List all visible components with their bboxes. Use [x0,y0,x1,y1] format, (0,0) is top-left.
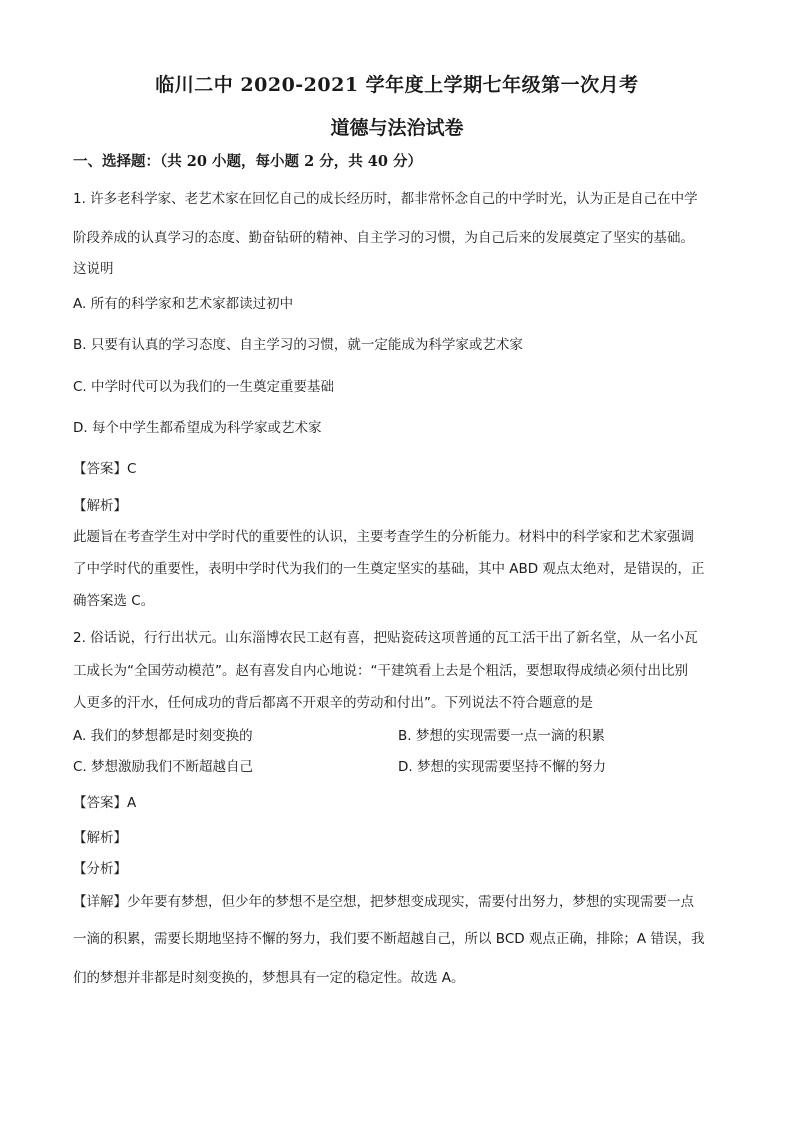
q2-answer: 【答案】A [73,795,137,811]
section-heading: 一、选择题：（共 20 小题，每小题 2 分，共 40 分） [73,153,422,170]
q1-analysis-line-3: 确答案选 C。 [73,593,155,609]
q1-option-a: A. 所有的科学家和艺术家都读过初中 [73,296,294,312]
q2-stem-line-2: 工成长为“全国劳动模范”。赵有喜发自内心地说：“干建筑看上去是个粗活，要想取得成绩必须付出比别 [73,663,688,679]
q1-analysis-line-1: 此题旨在考查学生对中学时代的重要性的认识，主要考查学生的分析能力。材料中的科学家和艺术家强调 [73,529,694,545]
q2-detail-line-2: 一滴的积累，需要长期地坚持不懈的努力，我们要不断超越自己，所以 BCD 观点正确，排除；A 错误，我 [73,931,705,947]
q1-analysis-line-2: 了中学时代的重要性，表明中学时代为我们的一生奠定坚实的基础，其中 ABD 观点太绝对，是错误的，正 [73,561,705,577]
q2-fenxi-label: 【分析】 [73,861,127,877]
q2-detail-line-1: 【详解】少年要有梦想，但少年的梦想不是空想，把梦想变成现实，需要付出努力，梦想的实现需要一点 [73,894,694,910]
exam-subtitle: 道德与法治试卷 [330,117,464,139]
q1-stem-line-2: 阶段养成的认真学习的态度、勤奋钻研的精神、自主学习的习惯，为自己后来的发展奠定了坚实的基础。 [73,230,694,246]
q1-option-c: C. 中学时代可以为我们的一生奠定重要基础 [73,379,335,395]
q1-stem-line-1: 1. 许多老科学家、老艺术家在回忆自己的成长经历时，都非常怀念自己的中学时光，认为正是自己在中学 [73,191,698,207]
q1-answer: 【答案】C [73,461,137,477]
q2-stem-line-3: 人更多的汗水，任何成功的背后都离不开艰辛的劳动和付出”。下列说法不符合题意的是 [73,695,593,711]
q2-option-c: C. 梦想激励我们不断超越自己 [73,759,254,775]
q2-option-d: D. 梦想的实现需要坚持不懈的努力 [398,759,606,775]
q2-option-a: A. 我们的梦想都是时刻变换的 [73,728,253,744]
exam-title: 临川二中 2020-2021 学年度上学期七年级第一次月考 [155,74,639,96]
q2-stem-line-1: 2. 俗话说，行行出状元。山东淄博农民工赵有喜，把贴瓷砖这项普通的瓦工活干出了新名堂，从一名小瓦 [73,630,698,646]
q1-analysis-label: 【解析】 [73,498,127,514]
q2-detail-line-3: 们的梦想并非都是时刻变换的，梦想具有一定的稳定性。故选 A。 [73,970,465,986]
q2-option-b: B. 梦想的实现需要一点一滴的积累 [398,728,605,744]
q2-analysis-label: 【解析】 [73,830,127,846]
q1-stem-line-3: 这说明 [73,261,114,277]
q1-option-b: B. 只要有认真的学习态度、自主学习的习惯，就一定能成为科学家或艺术家 [73,337,523,353]
q1-option-d: D. 每个中学生都希望成为科学家或艺术家 [73,420,322,436]
